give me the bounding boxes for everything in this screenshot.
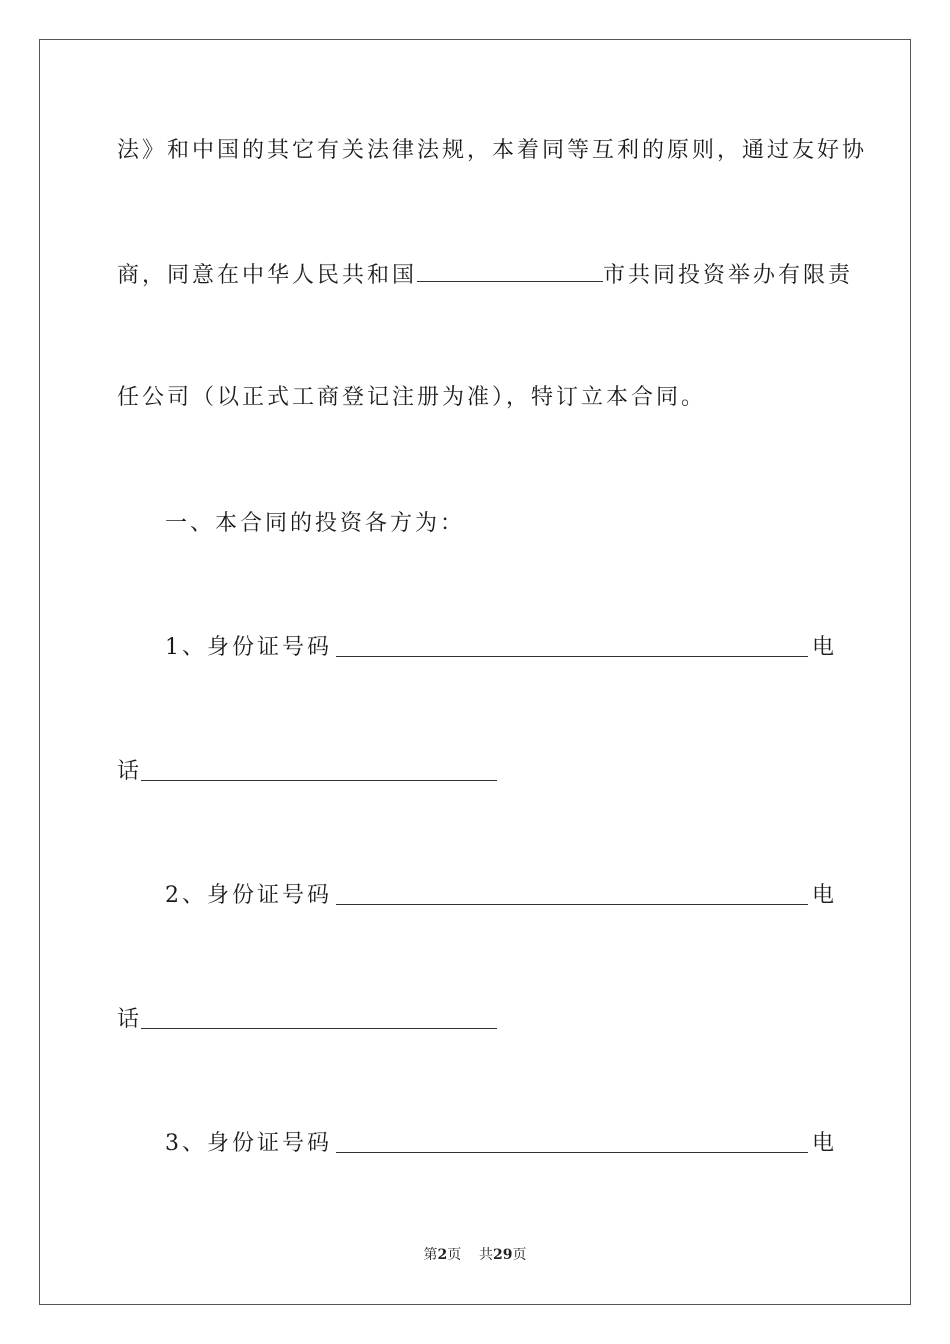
party-1-phone-label-end: 话 [117, 759, 140, 784]
city-blank[interactable] [417, 259, 603, 282]
party-2-id-label: 2、身份证号码 [165, 883, 332, 908]
party-2-id-blank[interactable] [336, 882, 808, 905]
paragraph-line-2 [117, 259, 854, 291]
party-1-phone-label-start: 电 [811, 635, 834, 660]
party-2-phone-label-end: 话 [117, 1007, 140, 1032]
page-footer [0, 1244, 950, 1264]
party-3-id-label: 3、身份证号码 [165, 1131, 332, 1156]
party-1-id-label: 1、身份证号码 [165, 635, 332, 660]
paragraph-line-2-start: 商，同意在中华人民共和国 [117, 263, 418, 288]
page-current: 2 [437, 1247, 448, 1263]
party-3-phone-label-start: 电 [811, 1131, 834, 1156]
party-2-phone-label-start: 电 [811, 883, 834, 908]
page-frame [39, 39, 911, 1305]
page-total: 29 [493, 1247, 513, 1263]
party-1-id-blank[interactable] [336, 634, 808, 657]
section-heading: 一、本合同的投资各方为： [165, 511, 466, 536]
party-2-phone-row [117, 1005, 497, 1035]
page-unit: 页 [447, 1247, 462, 1263]
party-1-phone-row [117, 757, 497, 787]
party-3-id-row [117, 1129, 834, 1159]
party-1-id-row [117, 633, 834, 663]
party-3-id-blank[interactable] [336, 1130, 808, 1153]
total-unit: 页 [512, 1247, 527, 1263]
total-prefix: 共 [479, 1247, 494, 1263]
paragraph-line-1: 法》和中国的其它有关法律法规，本着同等互利的原则，通过友好协 [117, 138, 868, 163]
party-2-phone-blank[interactable] [141, 1006, 497, 1029]
paragraph-line-3: 任公司（以正式工商登记注册为准），特订立本合同。 [117, 385, 707, 410]
page-prefix: 第 [423, 1247, 438, 1263]
party-2-id-row [117, 881, 834, 911]
paragraph-line-2-end: 市共同投资举办有限责 [603, 263, 854, 288]
party-1-phone-blank[interactable] [141, 758, 497, 781]
